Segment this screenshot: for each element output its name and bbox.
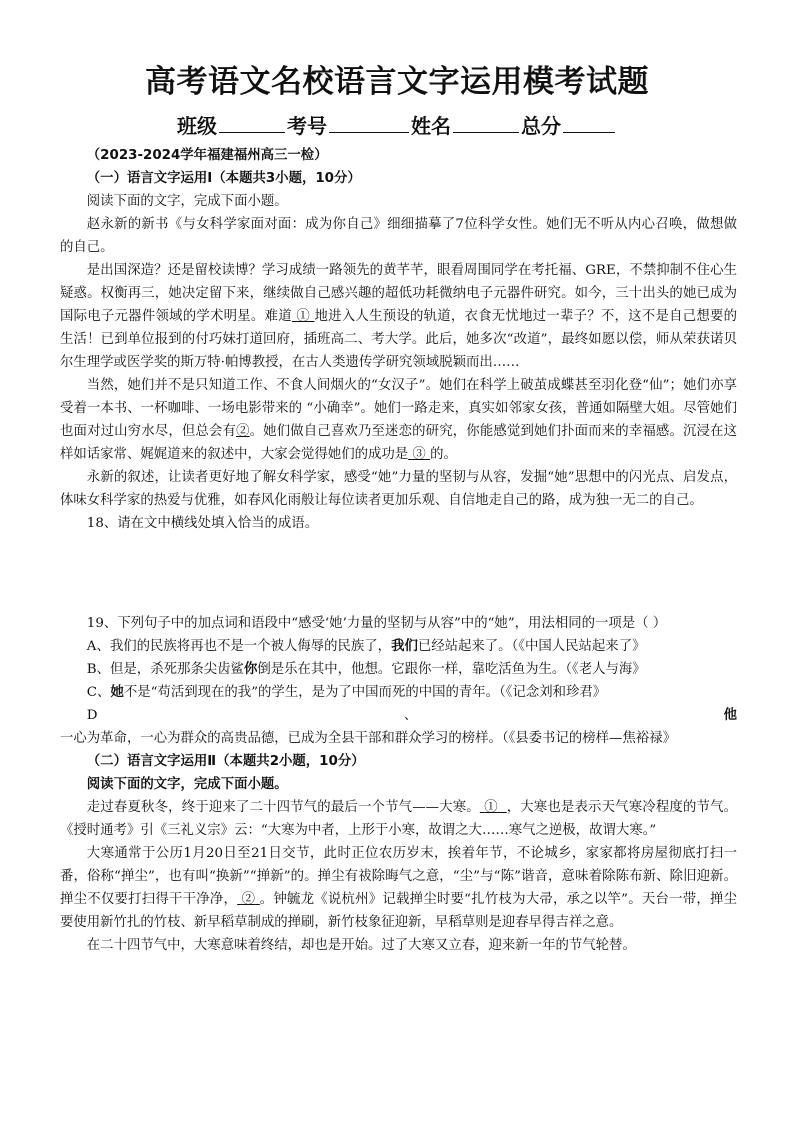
option-d: D、他一心为革命，一心为群众的高贵品德，已成为全县干部和群众学习的榜样。（《县委书记的榜样—焦裕禄》 [60, 707, 737, 746]
answer-blank-2: ② [236, 424, 250, 439]
section1-instruction: 阅读下面的文字，完成下面小题。 [86, 194, 288, 209]
dotted-word: 她 [110, 684, 124, 700]
option-a: A、我们的民族将再也不是一个被人侮辱的民族了，我们已经站起来了。（《中国人民站起来了》 [86, 638, 646, 654]
class-blank[interactable] [219, 112, 285, 133]
section1-paragraph-4: 永新的叙述，让读者更好地了解女科学家，感受“她”力量的坚韧与从容，发掘“她”思想中的闪光点、启发点，体味女科学家的热爱与优雅，如春风化雨般让每位读者更加乐观、自信地走自己的路，成为独一无二的自己。 [60, 470, 737, 508]
student-info-line [0, 110, 794, 139]
answer-blank-3: ③ [412, 447, 426, 462]
question-19: 19、下列句子中的加点词和语段中“感受‘她’力量的坚韧与从容”中的“她”，用法相同的一项是（ ） [86, 616, 667, 631]
dotted-word: 我们 [391, 638, 418, 654]
paragraph-text: 是出国深造？还是留校读博？学习成绩一路领先的黄芊芊，眼看周围同学在考托福、GRE，不禁抑制不住心生疑惑。权衡再三，她决定留下来，继续做自己感兴趣的超低功耗微纳电子元器件研究。如今，三十出头的她已成为国际电子元器件领域的学术明星。难道 [60, 263, 737, 324]
question-18: 18、请在文中横线处填入恰当的成语。 [86, 516, 319, 531]
dotted-word: 你 [243, 661, 258, 677]
section1-heading: （一）语言文字运用Ⅰ（本题共3小题，10分） [86, 171, 361, 186]
paragraph-text: 。她们做自己喜欢乃至迷恋的研究，你能感觉到她们扑面而来的幸福感。沉浸在这样如话家常、娓娓道来的叙述中，大家会觉得她们的成功是 [60, 424, 738, 462]
score-blank[interactable] [563, 112, 615, 133]
score-label: 总分 [521, 114, 561, 138]
answer-blank-1: ① [296, 309, 310, 324]
answer-space [60, 535, 737, 612]
option-c: C、她不是“苟活到现在的我”的学生，是为了中国而死的中国的青年。（《记念刘和珍君》 [86, 684, 607, 700]
name-blank[interactable] [453, 112, 519, 133]
section2-paragraph-3: 在二十四节气中，大寒意味着终结，却也是开始。过了大寒又立春，迎来新一年的节气轮替。 [86, 938, 636, 953]
section1-paragraph-3 [60, 374, 737, 466]
page-title: 高考语文名校语言文字运用模考试题 [145, 64, 649, 100]
class-label: 班级 [177, 114, 217, 138]
section1-paragraph-2 [60, 259, 737, 374]
section2-paragraph-1: 走过春夏秋冬，终于迎来了二十四节气的最后一个节气——大寒。 ① ，大寒也是表示天气寒冷程度的节气。《授时通考》引《三礼义宗》云：“大寒为中者，上形于小寒，故谓之大……寒气之逆极，故谓大寒。” [60, 800, 738, 838]
section2-instruction: 阅读下面的文字，完成下面小题。 [86, 777, 288, 792]
section2-heading: （二）语言文字运用Ⅱ（本题共2小题，10分） [86, 754, 365, 769]
section2-paragraph-2: 大寒通常于公历1月20日至21日交节，此时正位农历岁末，挨着年节，不论城乡，家家都将房屋彻底打扫一番，俗称“掸尘”，也有叫“换新”“掸新”的。掸尘有祓除晦气之意，“尘”与“陈”谐音，意味着除陈布新、除旧迎新。掸尘不仅要打扫得干干净净， ② 。钟毓龙《说杭州》记载掸尘时要“扎竹枝为大帚，承之以竿”。天台一带，掸尘要使用新竹扎的竹枝、新早稻草制成的掸刷，新竹枝象征迎新，早稻草则是迎春早得吉祥之意。 [60, 846, 737, 930]
answer-blank-2: ② [241, 892, 256, 907]
name-label: 姓名 [411, 114, 451, 138]
number-label: 考号 [287, 114, 327, 138]
dotted-word: 他 [723, 707, 737, 723]
paragraph-text: 地进入人生预设的轨道，衣食无忧地过一辈子？不，这不是自己想要的生活！已到单位报到的付巧妹打道回府，插班高二、考大学。此后，她多次“改道”，最终如愿以偿，师从荣获诺贝尔生理学或医学奖的斯万特·帕博教授，在古人类遗传学研究领域脱颖而出…… [60, 309, 738, 370]
section1-paragraph-1: 赵永新的新书《与女科学家面对面：成为你自己》细细描摹了7位科学女性。她们无不听从内心召唤，做想做的自己。 [60, 217, 737, 255]
source-line: （2023-2024学年福建福州高三一检） [86, 148, 328, 163]
number-blank[interactable] [329, 112, 409, 133]
paragraph-text: 当然，她们并不是只知道工作、不食人间烟火的“女汉子”。她们在科学上破茧成蝶甚至羽化登“仙”；她们亦享受着一本书、一杯咖啡、一场电影带来的 “小确幸”。她们一路走来，真实如邻家女孩，普通如隔壁大姐。尽管她们也面对过山穷水尽，但总会有 [60, 378, 737, 439]
exam-content [60, 144, 737, 957]
option-b: B、但是，杀死那条尖齿鲨你倒是乐在其中，他想。它跟你一样，靠吃活鱼为生。（《老人与海》 [86, 661, 646, 677]
answer-blank-1: ① [484, 800, 498, 815]
paragraph-text: 的。 [430, 447, 457, 462]
